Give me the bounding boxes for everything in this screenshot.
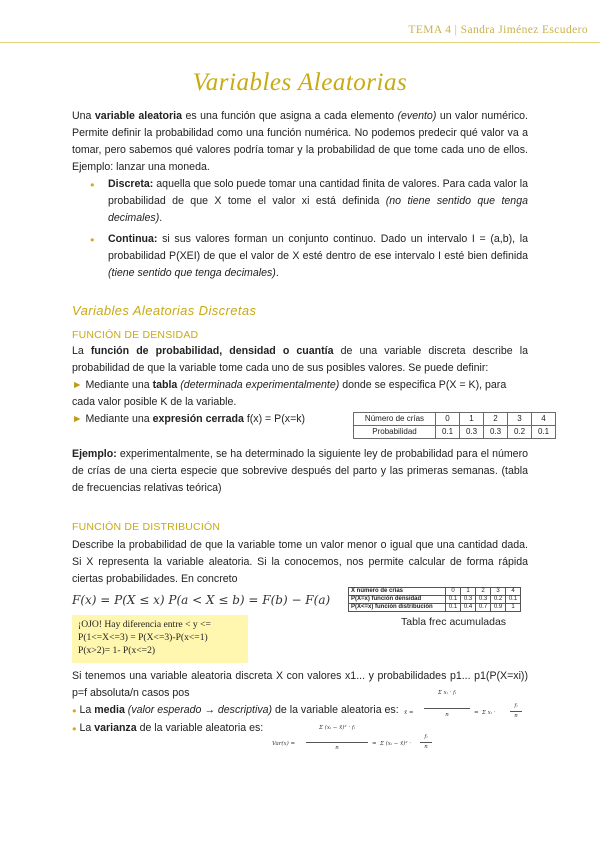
item2-text-a: Mediante una — [82, 413, 153, 425]
table-cell: 0.1 — [532, 426, 556, 439]
table-row — [349, 604, 521, 612]
table-cell: 3 — [508, 413, 532, 426]
mean-formula-denominator: n — [445, 712, 449, 718]
var-fraction-bar — [420, 742, 432, 743]
densidad-text-a: La — [72, 345, 91, 357]
mean-formula-lhs: x̄ = — [404, 710, 414, 716]
varianza-line — [72, 720, 312, 737]
table-cell: Número de crías — [354, 413, 436, 426]
table-cell: Probabilidad — [354, 426, 436, 439]
tail-paragraph: Si tenemos una variable aleatoria discreta X con valores x1... y probabilidades p1... p1(P(X=xi)) p=f absoluta/n casos pos — [72, 670, 528, 699]
continua-label: Continua: — [108, 233, 158, 245]
example-text: experimentalmente, se ha determinado la siguiente ley de probabilidad para el número de crías de una cierta especie que sobrevive después del parto y las primeras semanas. (tabla de frecuencias relativas teórica) — [72, 448, 528, 494]
table-cell: 1 — [461, 588, 476, 596]
note-line: P(x>2)= 1- P(x<=2) — [78, 645, 156, 656]
list-item-continua — [90, 231, 528, 282]
item1-bold: tabla — [152, 379, 178, 391]
mean-formula-bar — [424, 708, 470, 709]
discreta-label: Discreta: — [108, 178, 154, 190]
continua-text: si sus valores forman un conjunto continuo. Dado un intervalo I = (a,b), la probabilidad P(XEI) de que el valor de X esté dentro de ese intervalo I esté bien definida — [108, 233, 528, 262]
table-cell: 1 — [460, 413, 484, 426]
table-cell: 0.4 — [461, 604, 476, 612]
table-cell: 2 — [476, 588, 491, 596]
list-item-discreta — [90, 176, 528, 227]
types-list — [90, 176, 528, 282]
arrow-icon: ► — [72, 413, 83, 425]
mean-fraction-numerator: fᵢ — [514, 703, 518, 709]
header-text: TEMA 4 | Sandra Jiménez Escudero — [408, 24, 588, 36]
var-text-b: de la variable aleatoria es: — [136, 722, 264, 734]
mean-formula-sum: Σ xᵢ · — [482, 710, 496, 716]
table-cell: 0.1 — [506, 596, 521, 604]
table-cell: X número de crías — [349, 588, 446, 596]
table-row — [354, 413, 556, 426]
section-heading-discretas: Variables Aleatorias Discretas — [72, 303, 257, 318]
var-formula-bar — [306, 742, 368, 743]
heading-densidad: FUNCIÓN DE DENSIDAD — [72, 329, 199, 341]
mean-fraction-bar — [510, 711, 522, 712]
item1-text-b: donde se especifica P(X = K), para cada valor posible K de la variable. — [72, 379, 507, 408]
var-formula-lhs: Var(x) = — [272, 741, 296, 747]
media-bold: media — [94, 704, 125, 716]
table-cell: 0.7 — [476, 604, 491, 612]
discreta-text: aquella que solo puede tomar una cantidad finita de valores. Para cada valor la probabilidad de que X tome el valor xi está definida — [108, 178, 528, 207]
arrow-icon: ► — [72, 379, 83, 391]
continua-tail: . — [275, 267, 279, 279]
table-cell: P(X<=x) función distribución — [349, 604, 446, 612]
table-cell: 0.1 — [446, 596, 461, 604]
warning-note — [72, 615, 248, 663]
var-fraction-numerator: fᵢ — [424, 734, 428, 740]
mean-formula-numerator: Σ xᵢ · fᵢ — [437, 690, 457, 696]
cumulative-table — [348, 587, 521, 612]
distribution-formula: F(x) = P(X ≤ x) P(a < X ≤ b) = F(b) − F(a) — [72, 593, 331, 607]
table-cell: 3 — [491, 588, 506, 596]
table-row — [349, 596, 521, 604]
item2-bold: expresión cerrada — [152, 413, 244, 425]
densidad-item-tabla — [72, 377, 528, 411]
media-text-a: La — [79, 704, 95, 716]
var-fraction-denominator: n — [424, 744, 428, 750]
table-cell: 2 — [484, 413, 508, 426]
continua-italic: (tiene sentido que tenga decimales) — [108, 267, 276, 279]
densidad-paragraph — [72, 343, 528, 377]
intro-bold: variable aleatoria — [94, 110, 182, 122]
densidad-item-expresion — [72, 411, 352, 428]
bullet-icon: ● — [72, 724, 77, 733]
example-bold: Ejemplo: — [72, 448, 117, 460]
intro-text-c: un valor numérico. Permite definir la probabilidad como una función numérica. No podemos predecir qué valor va a tomar, pero sabemos qué valores podría tomar y la probabilidad de que tome cada uno de ellos. Ejemplo: lanzar una moneda. — [72, 110, 528, 173]
var-formula-numerator: Σ (xᵢ − x̄)² · fᵢ — [319, 725, 355, 731]
note-line: P(1<=X<=3) = P(X<=3)-P(x<=1) — [78, 632, 208, 643]
table-row — [349, 588, 521, 596]
item2-text-b: f(x) = P(x=k) — [243, 413, 306, 425]
densidad-bold: función de probabilidad, densidad o cuantía — [90, 345, 334, 357]
table-cell: 1 — [506, 604, 521, 612]
discreta-italic: (no tiene sentido que tenga decimales) — [108, 195, 528, 224]
var-text-a: La — [79, 722, 95, 734]
intro-paragraph — [72, 108, 528, 176]
var-formula-eq: = — [372, 741, 377, 747]
table-cell: 0.1 — [436, 426, 460, 439]
table-cell: 0 — [446, 588, 461, 596]
table-cell: 0.2 — [508, 426, 532, 439]
table-cell: 0.3 — [476, 596, 491, 604]
page-title: Variables Aleatorias — [192, 69, 408, 96]
var-bold: varianza — [94, 722, 137, 734]
table-row — [354, 426, 556, 439]
table-cell: 0.3 — [484, 426, 508, 439]
table-cell: P(X=x) función densidad — [349, 596, 446, 604]
var-formula-denominator: n — [335, 745, 339, 751]
densidad-text-b: de una variable discreta describe la probabilidad de que la variable tome cada uno de sus posibles valores. Se puede definir: — [72, 345, 528, 374]
discreta-tail: . — [159, 212, 163, 224]
heading-distribucion: FUNCIÓN DE DISTRIBUCIÓN — [72, 521, 221, 533]
table-caption: Tabla frec acumuladas — [401, 616, 507, 628]
table-cell: 0 — [436, 413, 460, 426]
intro-text-a: Una — [72, 110, 95, 122]
mean-formula-eq: = — [474, 710, 479, 716]
item1-text-a: Mediante una — [82, 379, 153, 391]
media-line — [72, 702, 402, 719]
example-paragraph — [72, 446, 528, 497]
distribucion-paragraph: Describe la probabilidad de que la variable tome un valor menor o igual que una cantidad dada. Si X representa la variable aleatoria. Si la conocemos, nos permite calcular de forma rápida ciertas probabilidades. En concreto — [72, 539, 528, 585]
table-cell: 4 — [506, 588, 521, 596]
note-line: ¡OJO! Hay diferencia entre < y <= — [78, 619, 211, 630]
var-formula-sum: Σ (xᵢ − x̄)² · — [380, 741, 412, 747]
header-rule — [0, 42, 600, 43]
intro-text-b: es una función que asigna a cada elemento — [182, 110, 398, 122]
table-cell: 0.9 — [491, 604, 506, 612]
table-cell: 0.3 — [461, 596, 476, 604]
mean-fraction-denominator: n — [514, 713, 518, 719]
media-italic: (valor esperado → descriptiva) — [124, 704, 273, 716]
probability-table — [353, 412, 556, 439]
bullet-icon: ● — [72, 706, 77, 715]
table-cell: 4 — [532, 413, 556, 426]
table-cell: 0.2 — [491, 596, 506, 604]
media-text-b: de la variable aleatoria es: — [272, 704, 399, 716]
table-cell: 0.3 — [460, 426, 484, 439]
intro-italic: (evento) — [397, 110, 437, 122]
page-header — [0, 0, 600, 44]
item1-italic: (determinada experimentalmente) — [177, 379, 340, 391]
table-cell: 0.1 — [446, 604, 461, 612]
